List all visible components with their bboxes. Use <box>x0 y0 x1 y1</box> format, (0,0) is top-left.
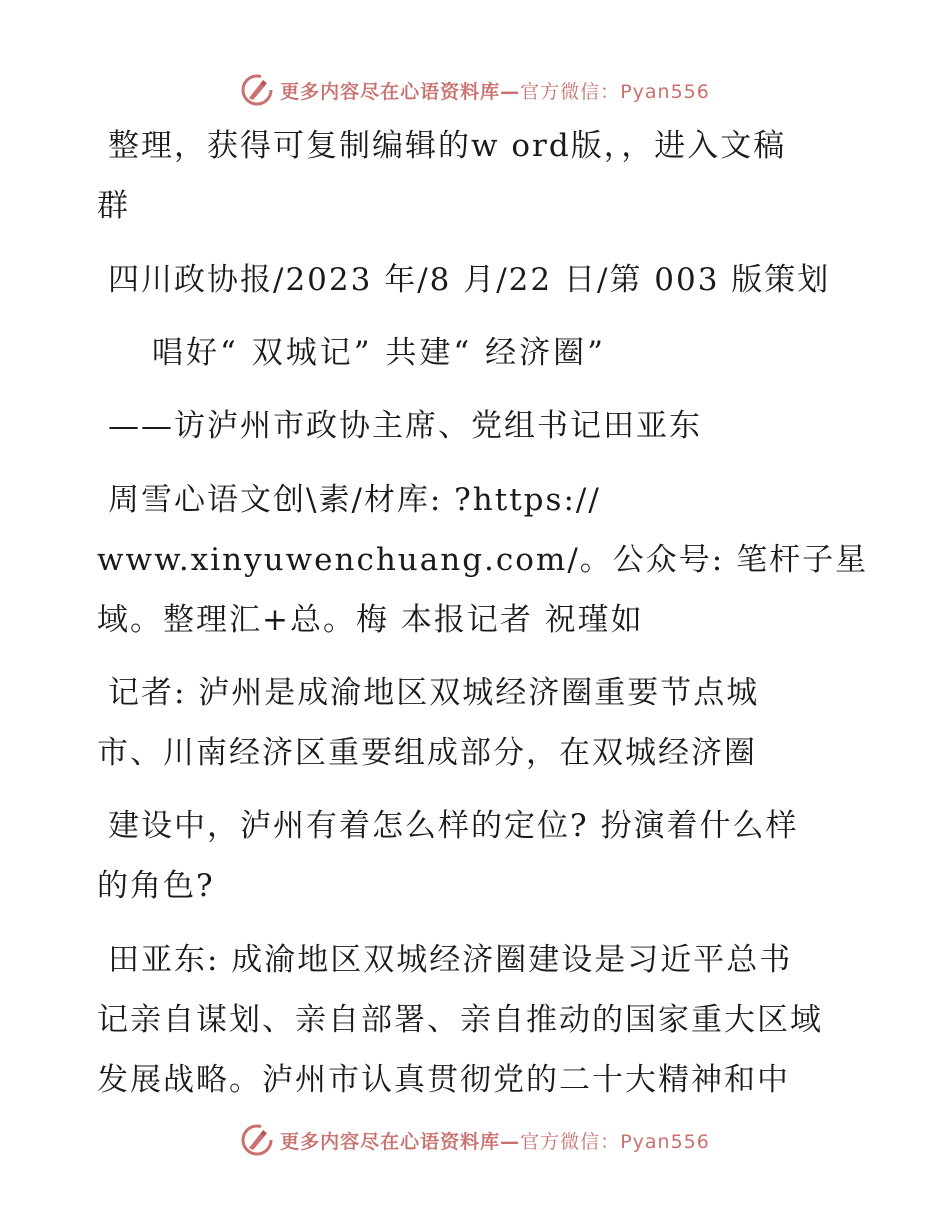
article-subtitle: ——访泸州市政协主席、党组书记田亚东 <box>108 408 702 444</box>
body-line-9: 记者: 泸州是成渝地区双城经济圈重要节点城 <box>108 675 760 711</box>
watermark-wechat-id: Pyan556 <box>620 1130 710 1153</box>
body-line-15: 发展战略。泸州市认真贯彻党的二十大精神和中 <box>97 1062 790 1098</box>
watermark-text <box>280 1127 710 1154</box>
body-line-11: 建设中，泸州有着怎么样的定位? 扮演着什么样 <box>108 808 799 844</box>
watermark-wechat-label: 官方微信： <box>520 1130 621 1153</box>
footer-watermark <box>0 1120 950 1160</box>
body-line-2: 群 <box>97 188 130 224</box>
watermark-slogan: 更多内容尽在心语资料库 <box>280 1130 501 1153</box>
body-line-7: www.xinyuwenchuang.com/。公众号: 笔杆子星 <box>97 542 869 578</box>
body-line-10: 市、川南经济区重要组成部分，在双城经济圈 <box>97 735 757 771</box>
watermark-separator: — <box>500 80 521 103</box>
body-line-13: 田亚东: 成渝地区双城经济圈建设是习近平总书 <box>108 942 793 978</box>
body-line-8: 域。整理汇+总。梅 本报记者 祝瑾如 <box>97 602 644 638</box>
watermark-slogan: 更多内容尽在心语资料库 <box>280 80 501 103</box>
article-title: 唱好“ 双城记” 共建“ 经济圈” <box>152 335 606 371</box>
body-line-1: 整理，获得可复制编辑的w ord版，，进入文稿 <box>108 128 787 164</box>
watermark-wechat-id: Pyan556 <box>620 80 710 103</box>
watermark-separator: — <box>500 1130 521 1153</box>
body-line-12: 的角色? <box>97 868 215 904</box>
body-line-6: 周雪心语文创\素/材库: ?https:// <box>108 482 601 518</box>
issue-line: 四川政协报/2023 年/8 月/22 日/第 003 版策划 <box>108 262 831 298</box>
pen-logo-icon <box>240 1123 274 1157</box>
body-line-14: 记亲自谋划、亲自部署、亲自推动的国家重大区域 <box>97 1002 823 1038</box>
watermark-wechat-label: 官方微信： <box>520 80 621 103</box>
